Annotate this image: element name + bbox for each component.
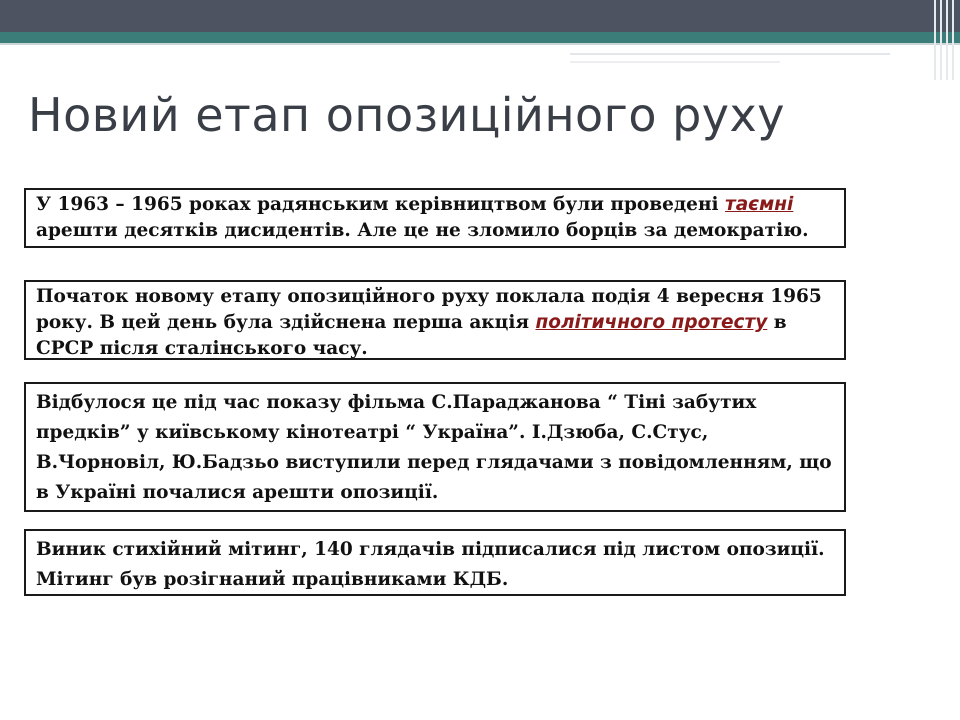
decorative-line [570, 53, 890, 55]
text-box-2 [24, 280, 846, 360]
text-box-1-emphasis: таємні [724, 194, 794, 215]
slide-title: Новий етап опозиційного руху [28, 88, 785, 142]
header-divider [0, 43, 960, 45]
header-band [0, 0, 960, 32]
text-box-2-pre: Початок новому етапу опозиційного руху поклала подія 4 вересня 1965 року. В цей день була здійснена перша акція [36, 286, 822, 333]
text-box-2-emphasis: політичного протесту [535, 312, 768, 333]
text-box-3: Відбулося це під час показу фільма С.Параджанова “ Тіні забутих предків” у київському кінотеатрі “ Україна”. І.Дзюба, С.Стус, В.Чорновіл, Ю.Бадзьо виступили перед глядачами з повідомленням, що в Україні почалися арешти опозиції. [24, 382, 846, 512]
decorative-stripes [930, 0, 960, 80]
header-accent-band [0, 32, 960, 43]
text-box-2-post: в СРСР після сталінського часу. [36, 312, 787, 359]
text-box-1-post: арешти десятків дисидентів. Але це не зломило борців за демократію. [36, 220, 809, 241]
text-box-1 [24, 188, 846, 248]
text-box-1-pre: У 1963 – 1965 роках радянським керівництвом були проведені [36, 194, 725, 215]
decorative-line [570, 61, 780, 63]
text-box-4: Виник стихійний мітинг, 140 глядачів підписалися під листом опозиції. Мітинг був розігнаний працівниками КДБ. [24, 529, 846, 596]
